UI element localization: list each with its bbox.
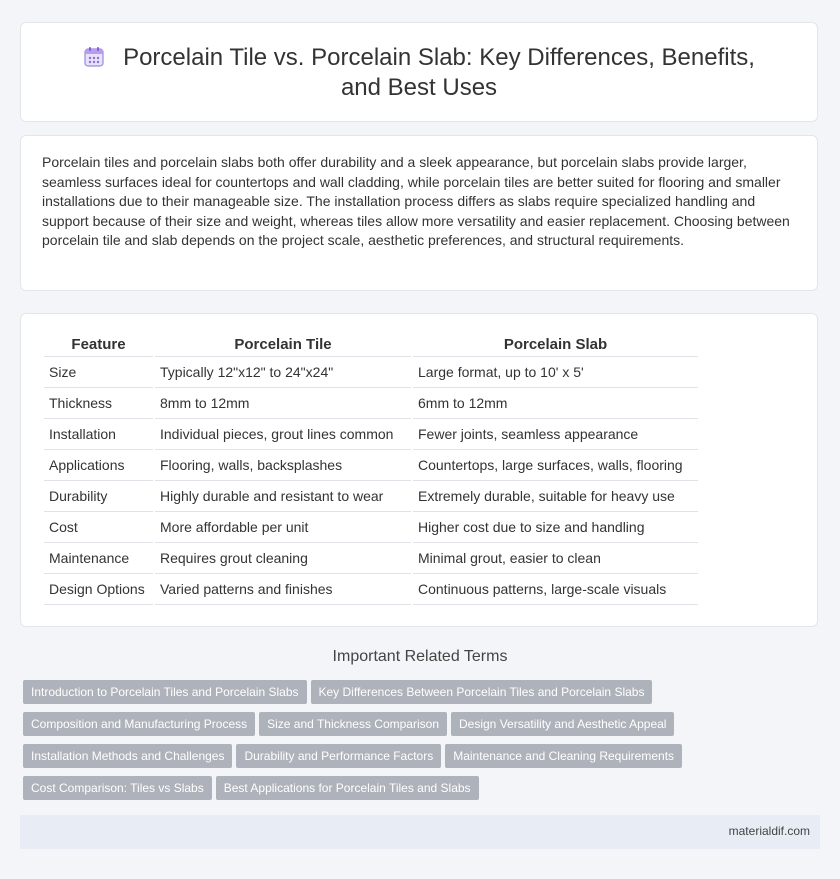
table-cell-feature: Applications xyxy=(44,450,153,481)
table-cell-tile: Highly durable and resistant to wear xyxy=(155,481,411,512)
tag-row xyxy=(23,776,703,808)
calendar-icon xyxy=(83,46,105,68)
table-row xyxy=(44,450,698,481)
footer-site-link[interactable]: materialdif.com xyxy=(728,824,810,838)
table-cell-feature: Size xyxy=(44,357,153,388)
table-cell-tile: More affordable per unit xyxy=(155,512,411,543)
table-row xyxy=(44,574,698,605)
table-row xyxy=(44,512,698,543)
table-row xyxy=(44,419,698,450)
table-cell-slab: Continuous patterns, large-scale visuals xyxy=(413,574,698,605)
footer xyxy=(20,815,820,849)
table-row xyxy=(44,481,698,512)
table-cell-feature: Installation xyxy=(44,419,153,450)
related-term-tag[interactable]: Best Applications for Porcelain Tiles and Slabs xyxy=(216,776,479,800)
page-title: Porcelain Tile vs. Porcelain Slab: Key Differences, Benefits, and Best Uses xyxy=(123,44,755,101)
table-cell-slab: Large format, up to 10' x 5' xyxy=(413,357,698,388)
related-term-tag[interactable]: Key Differences Between Porcelain Tiles and Porcelain Slabs xyxy=(311,680,653,704)
table-cell-tile: Flooring, walls, backsplashes xyxy=(155,450,411,481)
table-cell-slab: Minimal grout, easier to clean xyxy=(413,543,698,574)
table-row xyxy=(44,388,698,419)
related-term-tag[interactable]: Introduction to Porcelain Tiles and Porcelain Slabs xyxy=(23,680,307,704)
table-header-row xyxy=(44,332,698,357)
related-term-tag[interactable]: Composition and Manufacturing Process xyxy=(23,712,255,736)
page-title-wrap xyxy=(21,43,817,103)
table-cell-feature: Maintenance xyxy=(44,543,153,574)
table-cell-feature: Thickness xyxy=(44,388,153,419)
tag-row xyxy=(23,744,703,776)
table-row xyxy=(44,357,698,388)
related-terms-heading: Important Related Terms xyxy=(332,648,508,665)
comparison-table-card xyxy=(20,313,818,627)
table-cell-slab: Higher cost due to size and handling xyxy=(413,512,698,543)
related-term-tag[interactable]: Maintenance and Cleaning Requirements xyxy=(445,744,682,768)
related-term-tag[interactable]: Installation Methods and Challenges xyxy=(23,744,232,768)
table-cell-tile: Typically 12"x12" to 24"x24" xyxy=(155,357,411,388)
table-cell-tile: 8mm to 12mm xyxy=(155,388,411,419)
related-term-tag[interactable]: Durability and Performance Factors xyxy=(236,744,441,768)
table-cell-tile: Varied patterns and finishes xyxy=(155,574,411,605)
comparison-table xyxy=(42,332,700,605)
table-cell-tile: Individual pieces, grout lines common xyxy=(155,419,411,450)
related-term-tag[interactable]: Size and Thickness Comparison xyxy=(259,712,447,736)
related-term-tag[interactable]: Cost Comparison: Tiles vs Slabs xyxy=(23,776,212,800)
header-card xyxy=(20,22,818,122)
table-cell-tile: Requires grout cleaning xyxy=(155,543,411,574)
table-header-tile: Porcelain Tile xyxy=(155,332,411,357)
related-term-tag[interactable]: Design Versatility and Aesthetic Appeal xyxy=(451,712,674,736)
related-terms-tags xyxy=(23,680,703,808)
table-header-feature: Feature xyxy=(44,332,153,357)
table-cell-slab: Fewer joints, seamless appearance xyxy=(413,419,698,450)
intro-paragraph: Porcelain tiles and porcelain slabs both offer durability and a sleek appearance, but porcelain slabs provide larger, seamless surfaces ideal for countertops and wall cladding, while porcelain tiles are better suited for flooring and smaller installations due to their manageable size. The installation process differs as slabs require specialized handling and support because of their size and weight, whereas tiles allow more versatility and easier replacement. Choosing between porcelain tile and slab depends on the project scale, aesthetic preferences, and structural requirements. xyxy=(42,154,790,248)
table-cell-feature: Design Options xyxy=(44,574,153,605)
table-cell-feature: Cost xyxy=(44,512,153,543)
table-row xyxy=(44,543,698,574)
table-cell-slab: Countertops, large surfaces, walls, flooring xyxy=(413,450,698,481)
table-header-slab: Porcelain Slab xyxy=(413,332,698,357)
table-cell-slab: Extremely durable, suitable for heavy use xyxy=(413,481,698,512)
tag-row xyxy=(23,712,703,744)
intro-card xyxy=(20,135,818,291)
table-cell-feature: Durability xyxy=(44,481,153,512)
tag-row xyxy=(23,680,703,712)
table-cell-slab: 6mm to 12mm xyxy=(413,388,698,419)
